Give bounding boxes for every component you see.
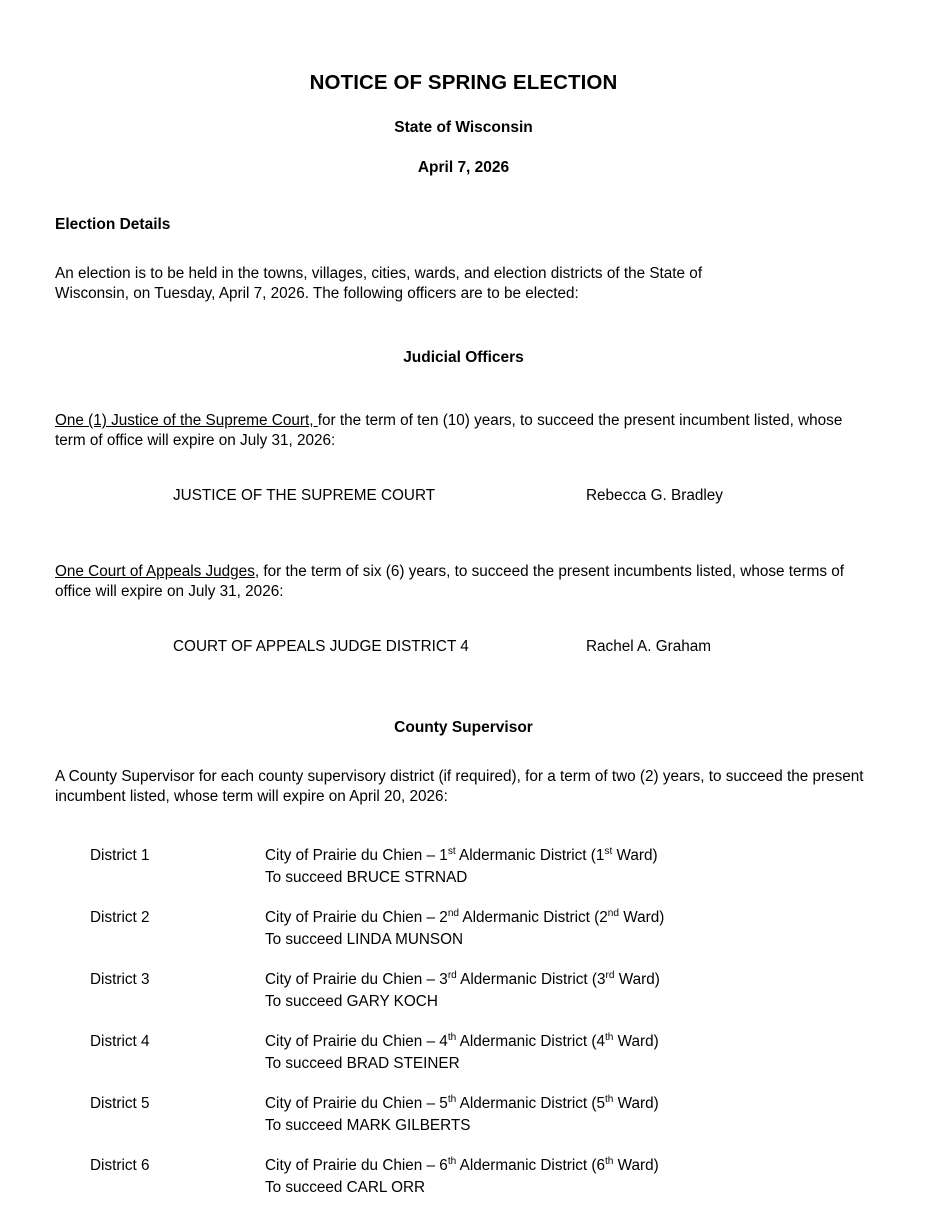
- incumbent-court-of-appeals: Rachel A. Graham: [586, 638, 711, 655]
- district-succeed-text: To succeed CARL ORR: [265, 1178, 426, 1196]
- district-ward-ordinal-suffix: rd: [605, 969, 615, 981]
- district-desc-post: Ward): [613, 1033, 659, 1050]
- supreme-court-paragraph: [55, 411, 872, 450]
- district-desc-post: Ward): [614, 971, 660, 988]
- district-succeed-text: To succeed GARY KOCH: [265, 992, 438, 1010]
- district-desc-mid: Aldermanic District (2: [459, 909, 608, 926]
- district-desc-mid: Aldermanic District (5: [456, 1095, 605, 1112]
- district-ward-ordinal-suffix: nd: [607, 907, 620, 919]
- district-succeed-text: To succeed BRUCE STRNAD: [265, 868, 468, 886]
- document-date: April 7, 2026: [417, 159, 510, 176]
- document-subtitle: State of Wisconsin: [394, 119, 533, 136]
- district-list: [55, 845, 872, 1217]
- district-description: [265, 969, 660, 991]
- district-desc-pre: City of Prairie du Chien – 4: [265, 1033, 448, 1050]
- district-ward-ordinal-suffix: th: [604, 1031, 614, 1043]
- district-desc-pre: City of Prairie du Chien – 6: [265, 1157, 448, 1174]
- office-row-court-of-appeals: [55, 637, 872, 657]
- document-title: NOTICE OF SPRING ELECTION: [309, 71, 618, 94]
- district-label: District 2: [90, 909, 150, 926]
- district-description: [265, 845, 658, 867]
- district-desc-pre: City of Prairie du Chien – 1: [265, 847, 448, 864]
- court-of-appeals-underlined-lead: One Court of Appeals Judges: [55, 563, 255, 580]
- district-ward-ordinal-suffix: st: [604, 845, 613, 857]
- district-label: District 6: [90, 1157, 150, 1174]
- district-description: [265, 907, 664, 929]
- district-label: District 1: [90, 847, 150, 864]
- incumbent-supreme-court: Rebecca G. Bradley: [586, 487, 723, 504]
- district-ward-ordinal-suffix: th: [604, 1093, 614, 1105]
- district-label: District 4: [90, 1033, 150, 1050]
- district-succeed-text: To succeed BRAD STEINER: [265, 1054, 460, 1072]
- office-title-supreme-court: JUSTICE OF THE SUPREME COURT: [173, 487, 436, 504]
- district-desc-post: Ward): [613, 1157, 659, 1174]
- office-title-court-of-appeals: COURT OF APPEALS JUDGE DISTRICT 4: [173, 638, 469, 655]
- district-desc-mid: Aldermanic District (4: [456, 1033, 605, 1050]
- district-label: District 3: [90, 971, 150, 988]
- district-row: [55, 1031, 872, 1093]
- election-details-heading: Election Details: [55, 216, 171, 233]
- district-ordinal-suffix: th: [447, 1155, 457, 1167]
- district-desc-post: Ward): [612, 847, 658, 864]
- office-row-supreme-court: [55, 486, 872, 506]
- district-desc-mid: Aldermanic District (3: [456, 971, 606, 988]
- judicial-officers-heading: Judicial Officers: [403, 349, 524, 366]
- district-ordinal-suffix: th: [447, 1031, 457, 1043]
- district-succeed-text: To succeed LINDA MUNSON: [265, 930, 464, 948]
- election-details-paragraph-last-line: Wisconsin, on Tuesday, April 7, 2026. The following officers are to be elected:: [55, 284, 579, 302]
- district-desc-pre: City of Prairie du Chien – 3: [265, 971, 448, 988]
- district-succeed-text: To succeed MARK GILBERTS: [265, 1116, 471, 1134]
- election-details-paragraph-main: An election is to be held in the towns, villages, cities, wards, and election districts of the State of: [55, 265, 703, 282]
- district-desc-post: Ward): [619, 909, 665, 926]
- supreme-court-underlined-lead: One (1) Justice of the Supreme Court,: [55, 412, 318, 429]
- district-row: [55, 907, 872, 969]
- district-ordinal-suffix: rd: [447, 969, 457, 981]
- district-ordinal-suffix: nd: [447, 907, 460, 919]
- county-supervisor-heading: County Supervisor: [394, 719, 533, 736]
- district-row: [55, 1093, 872, 1155]
- district-label: District 5: [90, 1095, 150, 1112]
- district-desc-mid: Aldermanic District (6: [456, 1157, 605, 1174]
- district-ordinal-suffix: th: [447, 1093, 457, 1105]
- county-supervisor-paragraph: A County Supervisor for each county supervisory district (if required), for a term of two (2) years, to succeed the present incumbent listed, whose term will expire on April 20, 2026:: [55, 768, 864, 805]
- district-ward-ordinal-suffix: th: [604, 1155, 614, 1167]
- district-ordinal-suffix: st: [447, 845, 456, 857]
- election-details-paragraph: [55, 264, 872, 303]
- district-desc-pre: City of Prairie du Chien – 2: [265, 909, 448, 926]
- district-row: [55, 969, 872, 1031]
- district-row: [55, 1155, 872, 1217]
- supreme-court-paragraph-rest: for the term of ten (10) years, to succeed the present incumbent listed, whose term of office will expire on July 31, 2026:: [55, 412, 843, 449]
- district-desc-post: Ward): [613, 1095, 659, 1112]
- court-of-appeals-paragraph: [55, 562, 872, 601]
- district-desc-mid: Aldermanic District (1: [455, 847, 605, 864]
- court-of-appeals-paragraph-rest: , for the term of six (6) years, to succeed the present incumbents listed, whose terms of office will expire on July 31, 2026:: [55, 563, 845, 600]
- district-description: [265, 1093, 659, 1115]
- district-row: [55, 845, 872, 907]
- district-description: [265, 1031, 659, 1053]
- district-description: [265, 1155, 659, 1177]
- district-desc-pre: City of Prairie du Chien – 5: [265, 1095, 448, 1112]
